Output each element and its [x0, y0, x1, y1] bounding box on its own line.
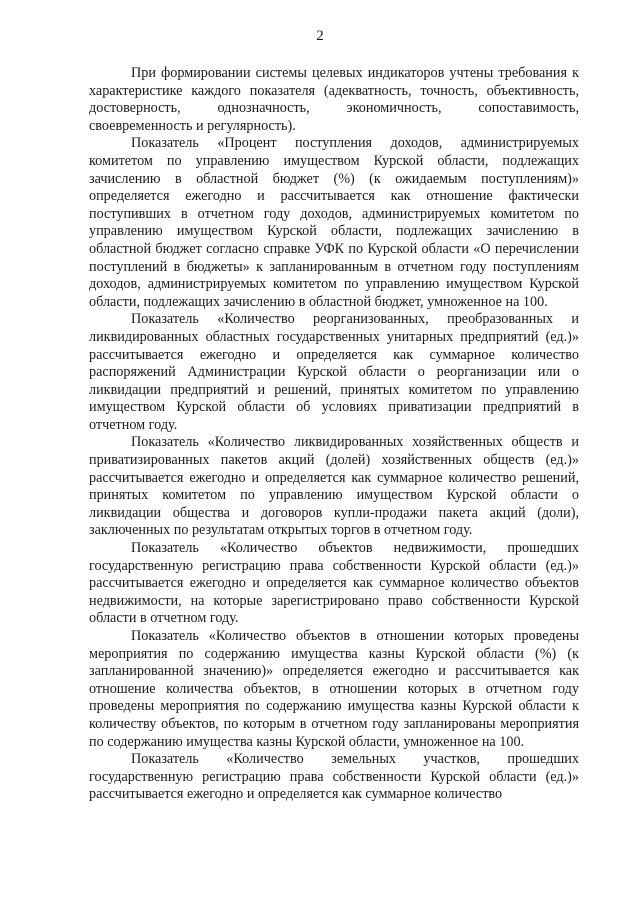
document-body: [89, 65, 579, 804]
paragraph-indicator-requirements: При формировании системы целевых индикаторов учтены требования к характеристике каждого показателя (адекватность, точность, объективность, достоверность, однозначность, экономичность, сопоставимость, своевременность и регулярность).: [89, 65, 579, 134]
paragraph-treasury-maintenance: Показатель «Количество объектов в отношении которых проведены мероприятия по содержанию имущества казны Курской области (%) (к запланированной значению)» определяется ежегодно и рассчитывается как отношение количества объектов, в отношении которых в отчетном году проведены мероприятия по содержанию имущества казны Курской области к количеству объектов, по которым в отчетном году запланированы мероприятия по содержанию имущества казны Курской области, умноженное на 100.: [89, 628, 579, 750]
paragraph-land-plots: Показатель «Количество земельных участков, прошедших государственную регистрацию права собственности Курской области (ед.)» рассчитывается ежегодно и определяется как суммарное количество: [89, 751, 579, 803]
paragraph-business-companies: Показатель «Количество ликвидированных хозяйственных обществ и приватизированных пакетов акций (долей) хозяйственных обществ (ед.)» рассчитывается ежегодно и определяется как суммарное количество решений, принятых комитетом по управлению имуществом Курской области о ликвидации общества и договоров купли-продажи пакета акций (доли), заключенных по результатам открытых торгов в отчетном году.: [89, 434, 579, 539]
paragraph-unitary-enterprises: Показатель «Количество реорганизованных, преобразованных и ликвидированных областных государственных унитарных предприятий (ед.)» рассчитывается ежегодно и определяется как суммарное количество распоряжений Администрации Курской области о реорганизации или о ликвидации предприятий и решений, принятых комитетом по управлению имуществом Курской области об условиях приватизации предприятий в отчетном году.: [89, 311, 579, 433]
page-number: 2: [316, 28, 324, 44]
paragraph-revenue-percentage: Показатель «Процент поступления доходов, администрируемых комитетом по управлению имуществом Курской области, подлежащих зачислению в областной бюджет (%) (к ожидаемым поступлениям)» определяется ежегодно и рассчитывается как отношение фактически поступивших в отчетном году доходов, администрируемых комитетом по управлению имуществом Курской области, подлежащих зачислению в областной бюджет согласно справке УФК по Курской области «О перечислении поступлений в бюджеты» к запланированным в отчетном году поступлениям доходов, администрируемых комитетом по управлению имуществом Курской области, подлежащих зачислению в областной бюджет, умноженное на 100.: [89, 135, 579, 310]
paragraph-real-estate-registration: Показатель «Количество объектов недвижимости, прошедших государственную регистрацию права собственности Курской области (ед.)» рассчитывается ежегодно и определяется как суммарное количество объектов недвижимости, на которые зарегистрировано право собственности Курской области в отчетном году.: [89, 540, 579, 627]
